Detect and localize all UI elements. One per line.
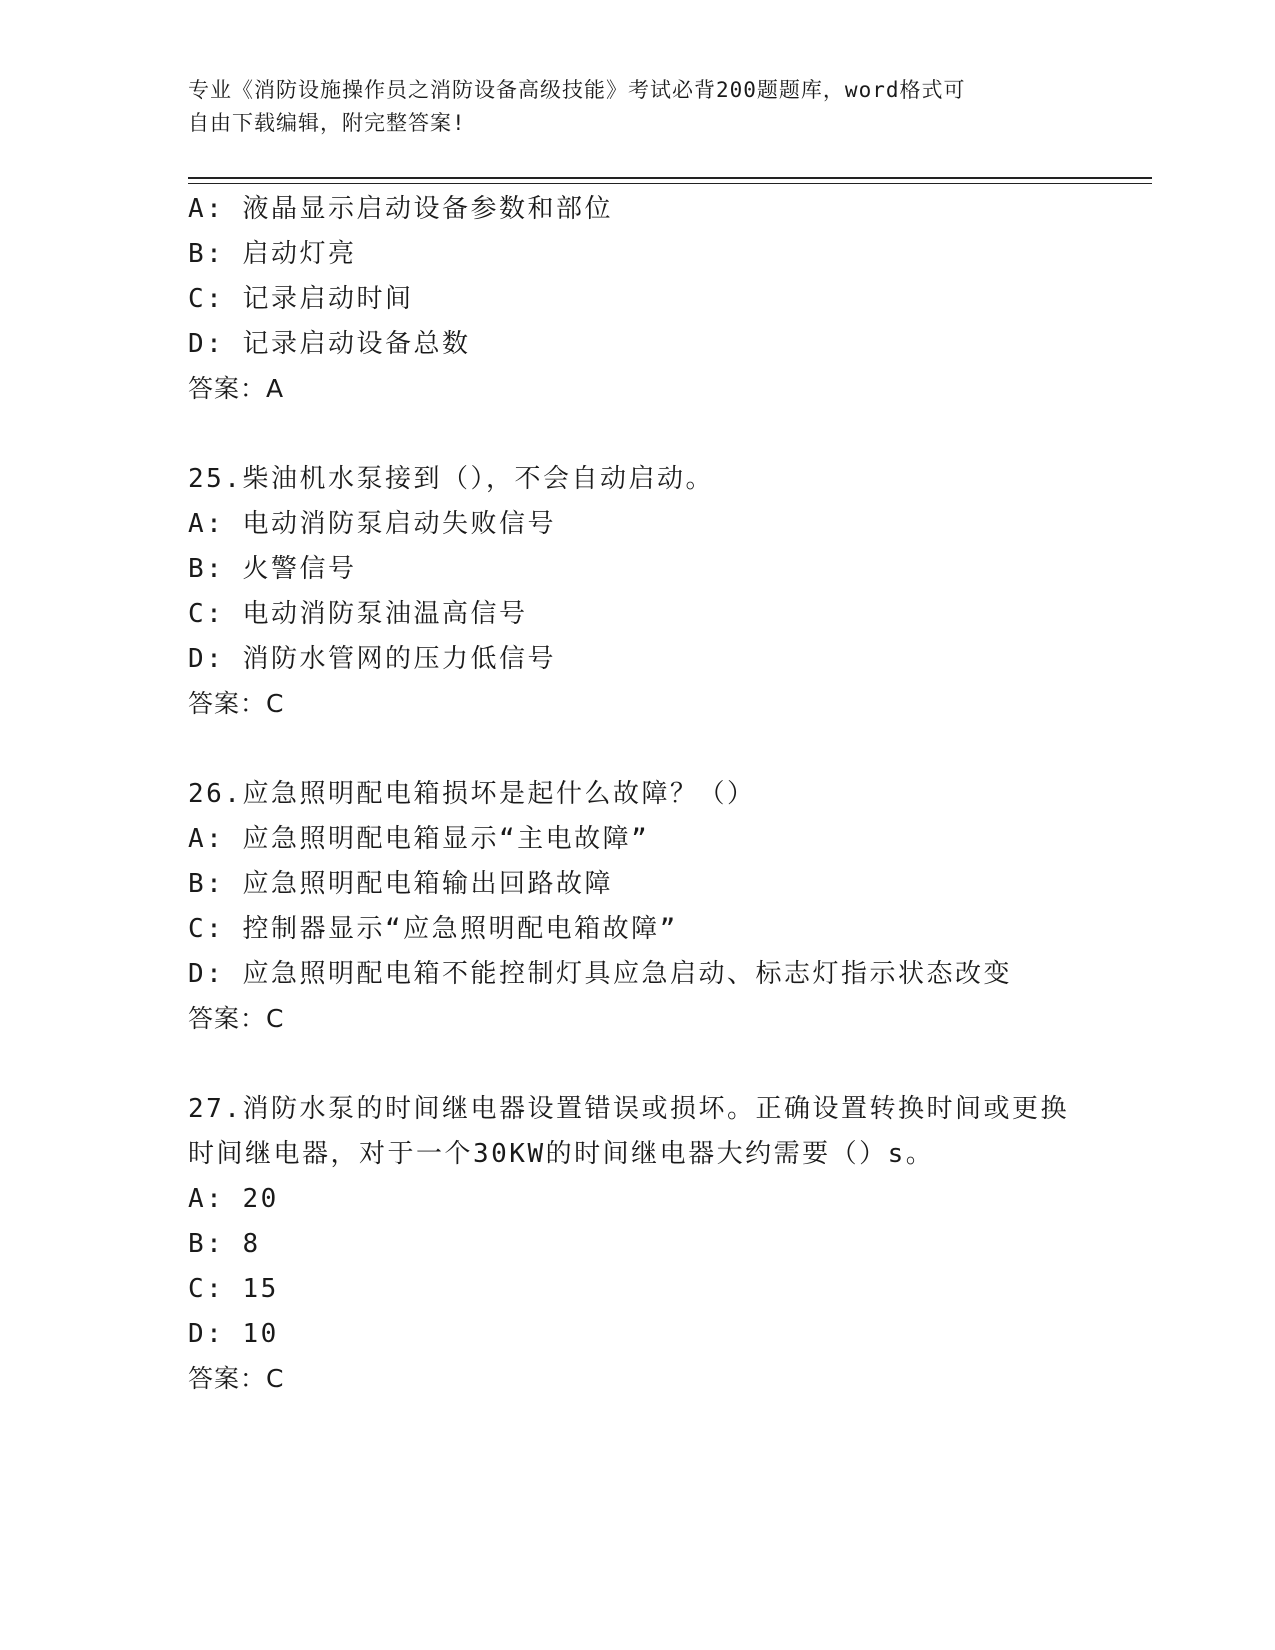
q26-option-a: A: 应急照明配电箱显示“主电故障” xyxy=(188,824,650,854)
q27-stem-line-1: 27.消防水泵的时间继电器设置错误或损坏。正确设置转换时间或更换 xyxy=(188,1094,1069,1124)
q25-stem: 25.柴油机水泵接到（），不会自动启动。 xyxy=(188,464,714,494)
q27-option-b: B: 8 xyxy=(188,1229,261,1259)
header-line-1: 专业《消防设施操作员之消防设备高级技能》考试必背200题题库，word格式可 xyxy=(188,78,966,102)
q25-option-a: A: 电动消防泵启动失败信号 xyxy=(188,509,556,539)
q25-option-c: C: 电动消防泵油温高信号 xyxy=(188,599,528,629)
header-divider-thin xyxy=(188,183,1152,184)
q26-option-d: D: 应急照明配电箱不能控制灯具应急启动、标志灯指示状态改变 xyxy=(188,959,1012,989)
document-header xyxy=(188,74,1088,140)
q25-option-b: B: 火警信号 xyxy=(188,554,357,584)
header-divider-thick xyxy=(188,177,1152,179)
q26-option-c: C: 控制器显示“应急照明配电箱故障” xyxy=(188,914,678,944)
q24-option-a: A: 液晶显示启动设备参数和部位 xyxy=(188,194,613,224)
q24-option-c: C: 记录启动时间 xyxy=(188,284,414,314)
q24-option-b: B: 启动灯亮 xyxy=(188,239,357,269)
q26-stem: 26.应急照明配电箱损坏是起什么故障？（） xyxy=(188,779,756,809)
q27-stem-line-2: 时间继电器，对于一个30KW的时间继电器大约需要（）s。 xyxy=(188,1139,935,1169)
q25-answer: 答案：C xyxy=(188,689,285,718)
q26-answer: 答案：C xyxy=(188,1004,285,1033)
header-line-2: 自由下载编辑，附完整答案! xyxy=(188,111,466,135)
q24-option-d: D: 记录启动设备总数 xyxy=(188,329,471,359)
q24-answer: 答案：A xyxy=(188,374,285,403)
q27-answer: 答案：C xyxy=(188,1364,285,1393)
q27-option-a: A: 20 xyxy=(188,1184,279,1214)
q27-option-d: D: 10 xyxy=(188,1319,279,1349)
q25-option-d: D: 消防水管网的压力低信号 xyxy=(188,644,556,674)
q26-option-b: B: 应急照明配电箱输出回路故障 xyxy=(188,869,613,899)
q27-option-c: C: 15 xyxy=(188,1274,279,1304)
